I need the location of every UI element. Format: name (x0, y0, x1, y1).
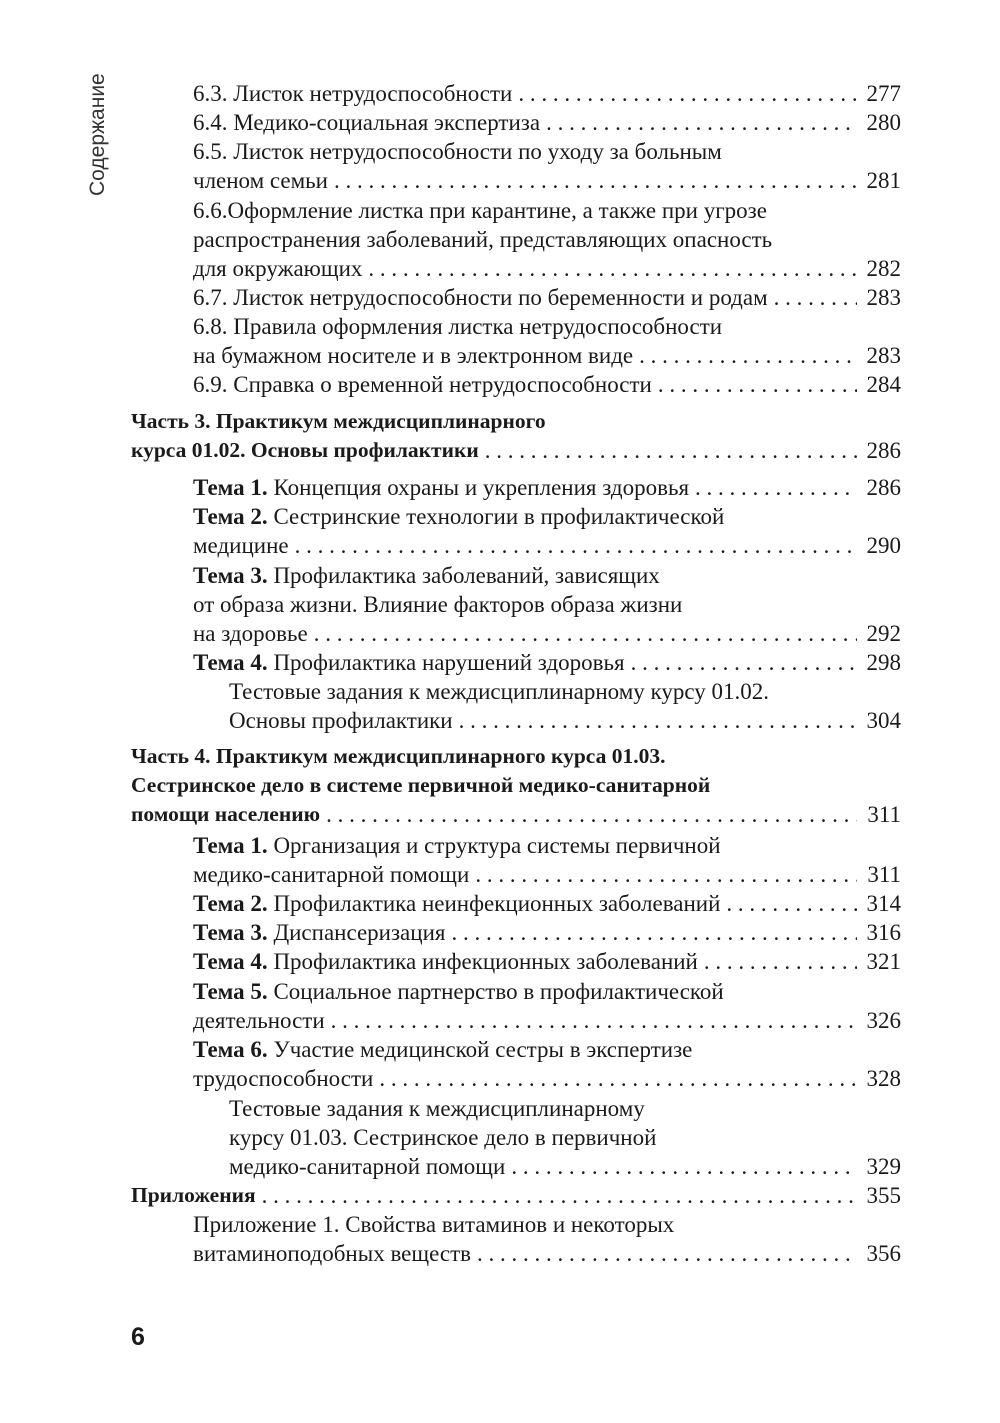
toc-entry-6-4[interactable] (193, 108, 901, 137)
toc-page-number: 321 (866, 949, 901, 974)
toc-part4-topic-6-line1[interactable] (193, 1035, 692, 1064)
toc-entry-title: на бумажном носителе и в электронном виде (193, 343, 634, 368)
toc-part-3-line1[interactable]: Часть 3. Практикум междисциплинарного (131, 409, 546, 433)
topic-label: Тема 1. (193, 833, 268, 858)
topic-label: Тема 3. (193, 563, 268, 588)
toc-entry-title: Профилактика инфекционных заболеваний (273, 949, 698, 974)
toc-entry-6-9[interactable] (193, 370, 901, 399)
toc-page-number: 311 (867, 862, 901, 887)
toc-page-number: 277 (866, 81, 901, 106)
toc-entry-title: Организация и структура системы первичной (273, 833, 721, 858)
toc-entry-6-6[interactable] (193, 254, 901, 283)
dot-leader (695, 473, 856, 502)
dot-leader (295, 531, 857, 560)
toc-entry-title: на здоровье (193, 621, 308, 646)
toc-entry-6-7[interactable] (193, 283, 901, 312)
toc-entry-title: 6.4. Медико-социальная экспертиза (193, 110, 541, 135)
toc-entry-title: медико-санитарной помощи (193, 862, 470, 887)
toc-appendix-1-line1[interactable]: Приложение 1. Свойства витаминов и некоторых (193, 1212, 675, 1237)
dot-leader (326, 800, 857, 829)
dot-leader (774, 283, 857, 312)
toc-page-number: 326 (866, 1008, 901, 1033)
dot-leader (379, 1064, 856, 1093)
toc-part-3[interactable] (131, 436, 901, 465)
toc-page-number: 283 (866, 285, 901, 310)
toc-entry-title: Сестринские технологии в профилактической (273, 504, 725, 529)
dot-leader (451, 918, 856, 947)
toc-entry-6-5[interactable] (193, 166, 901, 195)
dot-leader (459, 706, 857, 735)
dot-leader (546, 108, 856, 137)
toc-entry-title: членом семьи (193, 168, 328, 193)
toc-entry-title: Концепция охраны и укрепления здоровья (273, 475, 690, 500)
toc-part4-topic-3[interactable] (193, 918, 901, 947)
dot-leader (477, 1239, 857, 1268)
dot-leader (511, 1152, 856, 1181)
toc-page-number: 314 (866, 891, 901, 916)
toc-entry-title: Профилактика заболеваний, зависящих (273, 563, 660, 588)
dot-leader (314, 619, 857, 648)
toc-part4-topic-2[interactable] (193, 889, 901, 918)
toc-part-4-line2[interactable]: Сестринское дело в системе первичной медико-санитарной (131, 773, 711, 797)
dot-leader (631, 648, 857, 677)
toc-entry-title: 6.7. Листок нетрудоспособности по беременности и родам (193, 285, 768, 310)
toc-part3-tests-line1[interactable]: Тестовые задания к междисциплинарному курсу 01.02. (229, 679, 770, 704)
toc-page-number: 355 (866, 1183, 901, 1208)
toc-part-title: Приложения (131, 1183, 256, 1207)
dot-leader (334, 166, 857, 195)
dot-leader (262, 1181, 857, 1210)
topic-label: Тема 2. (193, 891, 268, 916)
toc-page-number: 292 (866, 621, 901, 646)
toc-part4-tests[interactable] (229, 1152, 901, 1181)
topic-label: Тема 6. (193, 1037, 268, 1062)
topic-label: Тема 2. (193, 504, 268, 529)
toc-entry-6-3[interactable] (193, 79, 901, 108)
toc-part4-topic-6[interactable] (193, 1064, 901, 1093)
page-number: 6 (131, 1323, 145, 1351)
toc-entry-title: Основы профилактики (229, 708, 453, 733)
toc-entry-title: для окружающих (193, 256, 363, 281)
running-header-section-title: Содержание (86, 73, 109, 196)
toc-part4-topic-1-line1[interactable] (193, 831, 721, 860)
topic-label: Тема 1. (193, 475, 268, 500)
toc-entry-title: медицине (193, 533, 289, 558)
toc-entry-title: Участие медицинской сестры в экспертизе (273, 1037, 693, 1062)
toc-part3-topic-3-line2[interactable]: от образа жизни. Влияние факторов образа жизни (193, 592, 683, 617)
toc-entry-title: 6.9. Справка о временной нетрудоспособности (193, 372, 652, 397)
toc-page-number: 280 (866, 110, 901, 135)
toc-entry-title: медико-санитарной помощи (229, 1154, 506, 1179)
dot-leader (639, 341, 856, 370)
toc-part4-topic-5-line1[interactable] (193, 977, 724, 1006)
toc-part4-topic-1[interactable] (193, 860, 901, 889)
toc-entry-title: деятельности (193, 1008, 325, 1033)
toc-part3-topic-4[interactable] (193, 648, 901, 677)
toc-entry-6-6-line2[interactable]: распространения заболеваний, представляющих опасность (193, 227, 773, 252)
toc-page-number: 329 (866, 1154, 901, 1179)
dot-leader (704, 947, 857, 976)
dot-leader (485, 436, 857, 465)
toc-part-title: курса 01.02. Основы профилактики (131, 438, 479, 462)
toc-entry-title: трудоспособности (193, 1066, 374, 1091)
toc-page-number: 311 (867, 802, 901, 827)
dot-leader (475, 860, 857, 889)
toc-page-number: 356 (866, 1241, 901, 1266)
topic-label: Тема 5. (193, 979, 268, 1004)
toc-page-number: 328 (866, 1066, 901, 1091)
toc-part-4-line1[interactable]: Часть 4. Практикум междисциплинарного курса 01.03. (131, 744, 666, 768)
topic-label: Тема 4. (193, 650, 268, 675)
toc-entry-title: Социальное партнерство в профилактической (273, 979, 724, 1004)
toc-page-number: 286 (866, 475, 901, 500)
toc-part3-tests[interactable] (229, 706, 901, 735)
dot-leader (726, 889, 856, 918)
toc-page-number: 304 (866, 708, 901, 733)
toc-part4-tests-line1[interactable]: Тестовые задания к междисциплинарному (229, 1096, 645, 1121)
toc-page-number: 283 (866, 343, 901, 368)
toc-part3-topic-1[interactable] (193, 473, 901, 502)
topic-label: Тема 3. (193, 920, 268, 945)
dot-leader (331, 1006, 857, 1035)
dot-leader (658, 370, 857, 399)
toc-part3-topic-2-line1[interactable] (193, 502, 724, 531)
toc-part-title: помощи населению (131, 802, 321, 826)
topic-label: Тема 4. (193, 949, 268, 974)
toc-appendix[interactable] (131, 1181, 901, 1210)
toc-appendix-1[interactable] (193, 1239, 901, 1268)
toc-page-number: 316 (866, 920, 901, 945)
toc-entry-title: Диспансеризация (273, 920, 446, 945)
toc-entry-title: Профилактика неинфекционных заболеваний (273, 891, 721, 916)
toc-entry-title: витаминоподобных веществ (193, 1241, 471, 1266)
toc-page-number: 298 (866, 650, 901, 675)
toc-page-number: 286 (866, 438, 901, 463)
toc-part4-tests-line2[interactable]: курсу 01.03. Сестринское дело в первичной (229, 1125, 657, 1150)
toc-entry-title: Профилактика нарушений здоровья (273, 650, 625, 675)
dot-leader (518, 79, 856, 108)
toc-entry-6-5-line1[interactable]: 6.5. Листок нетрудоспособности по уходу за больным (193, 139, 722, 164)
toc-page-number: 282 (866, 256, 901, 281)
toc-part3-topic-3[interactable] (193, 619, 901, 648)
toc-page-number: 281 (866, 168, 901, 193)
toc-part3-topic-2[interactable] (193, 531, 901, 560)
toc-part4-topic-4[interactable] (193, 947, 901, 976)
toc-entry-6-8-line1[interactable]: 6.8. Правила оформления листка нетрудоспособности (193, 314, 723, 339)
dot-leader (368, 254, 856, 283)
toc-page-number: 290 (866, 533, 901, 558)
toc-page-number: 284 (866, 372, 901, 397)
toc-entry-6-8[interactable] (193, 341, 901, 370)
toc-part-4[interactable] (131, 800, 901, 829)
toc-part3-topic-3-line1[interactable] (193, 561, 660, 590)
toc-part4-topic-5[interactable] (193, 1006, 901, 1035)
toc-entry-6-6-line1[interactable]: 6.6.Оформление листка при карантине, а также при угрозе (193, 198, 767, 223)
toc-entry-title: 6.3. Листок нетрудоспособности (193, 81, 513, 106)
